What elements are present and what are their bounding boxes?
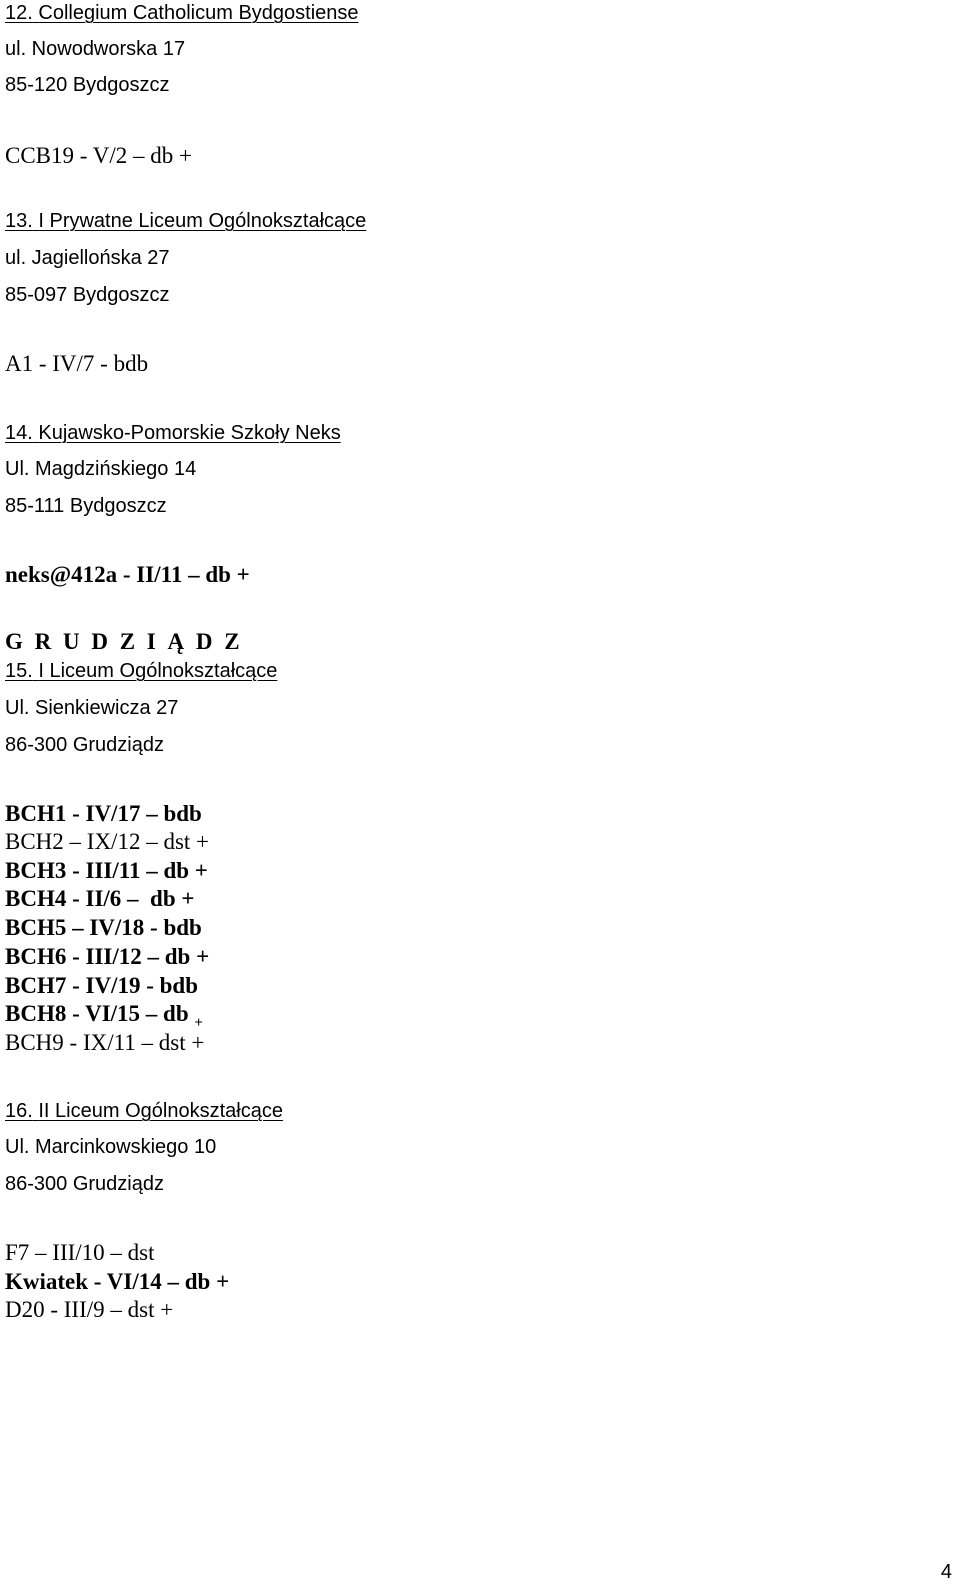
- school-city: 86-300 Grudziądz: [5, 734, 164, 756]
- school-number: 16.: [5, 1100, 33, 1122]
- city-heading: G R U D Z I Ą D Z: [5, 629, 243, 654]
- school-street: Ul. Magdzińskiego 14: [5, 458, 197, 480]
- school-city: 85-111 Bydgoszcz: [5, 495, 167, 517]
- class-entry-suffix: +: [194, 1015, 203, 1031]
- school-name: I Liceum Ogólnokształcące: [38, 660, 278, 682]
- school-street: ul. Nowodworska 17: [5, 38, 186, 60]
- school-name: Collegium Catholicum Bydgostiense: [38, 2, 359, 24]
- class-entry: BCH3 - III/11 – db +: [5, 858, 208, 883]
- class-entry: BCH1 - IV/17 – bdb: [5, 801, 202, 826]
- school-heading-15: [5, 661, 277, 681]
- class-entry: A1 - IV/7 - bdb: [5, 351, 149, 376]
- class-entry: BCH9 - IX/11 – dst +: [5, 1030, 205, 1055]
- school-number: 13.: [5, 210, 33, 232]
- school-name: II Liceum Ogólnokształcące: [38, 1100, 283, 1122]
- school-heading-14: [5, 423, 341, 443]
- school-street: ul. Jagiellońska 27: [5, 247, 170, 269]
- school-name: Kujawsko-Pomorskie Szkoły Neks: [38, 422, 341, 444]
- school-city: 85-097 Bydgoszcz: [5, 284, 170, 306]
- class-entry: F7 – III/10 – dst: [5, 1240, 155, 1265]
- class-entry: BCH4 - II/6 – db +: [5, 886, 195, 911]
- school-street: Ul. Marcinkowskiego 10: [5, 1136, 217, 1158]
- class-entry: BCH2 – IX/12 – dst +: [5, 829, 210, 854]
- class-entry: BCH7 - IV/19 - bdb: [5, 973, 198, 998]
- class-entry-bch8: [5, 1001, 203, 1031]
- school-heading-13: [5, 211, 366, 231]
- class-entry: D20 - III/9 – dst +: [5, 1297, 174, 1322]
- class-entry: Kwiatek - VI/14 – db +: [5, 1269, 230, 1294]
- class-entry: BCH5 – IV/18 - bdb: [5, 915, 202, 940]
- class-entry: neks@412a - II/11 – db +: [5, 562, 250, 587]
- page-number: 4: [940, 1561, 952, 1583]
- class-entry-text: BCH8 - VI/15 – db: [5, 1001, 189, 1026]
- school-heading-12: [5, 3, 359, 23]
- school-heading-16: [5, 1101, 283, 1121]
- school-street: Ul. Sienkiewicza 27: [5, 697, 179, 719]
- school-number: 12.: [5, 2, 33, 24]
- school-number: 14.: [5, 422, 33, 444]
- school-city: 86-300 Grudziądz: [5, 1173, 164, 1195]
- school-city: 85-120 Bydgoszcz: [5, 74, 170, 96]
- school-name: I Prywatne Liceum Ogólnokształcące: [38, 210, 367, 232]
- class-entry: BCH6 - III/12 – db +: [5, 944, 210, 969]
- class-entry: CCB19 - V/2 – db +: [5, 143, 192, 168]
- school-number: 15.: [5, 660, 33, 682]
